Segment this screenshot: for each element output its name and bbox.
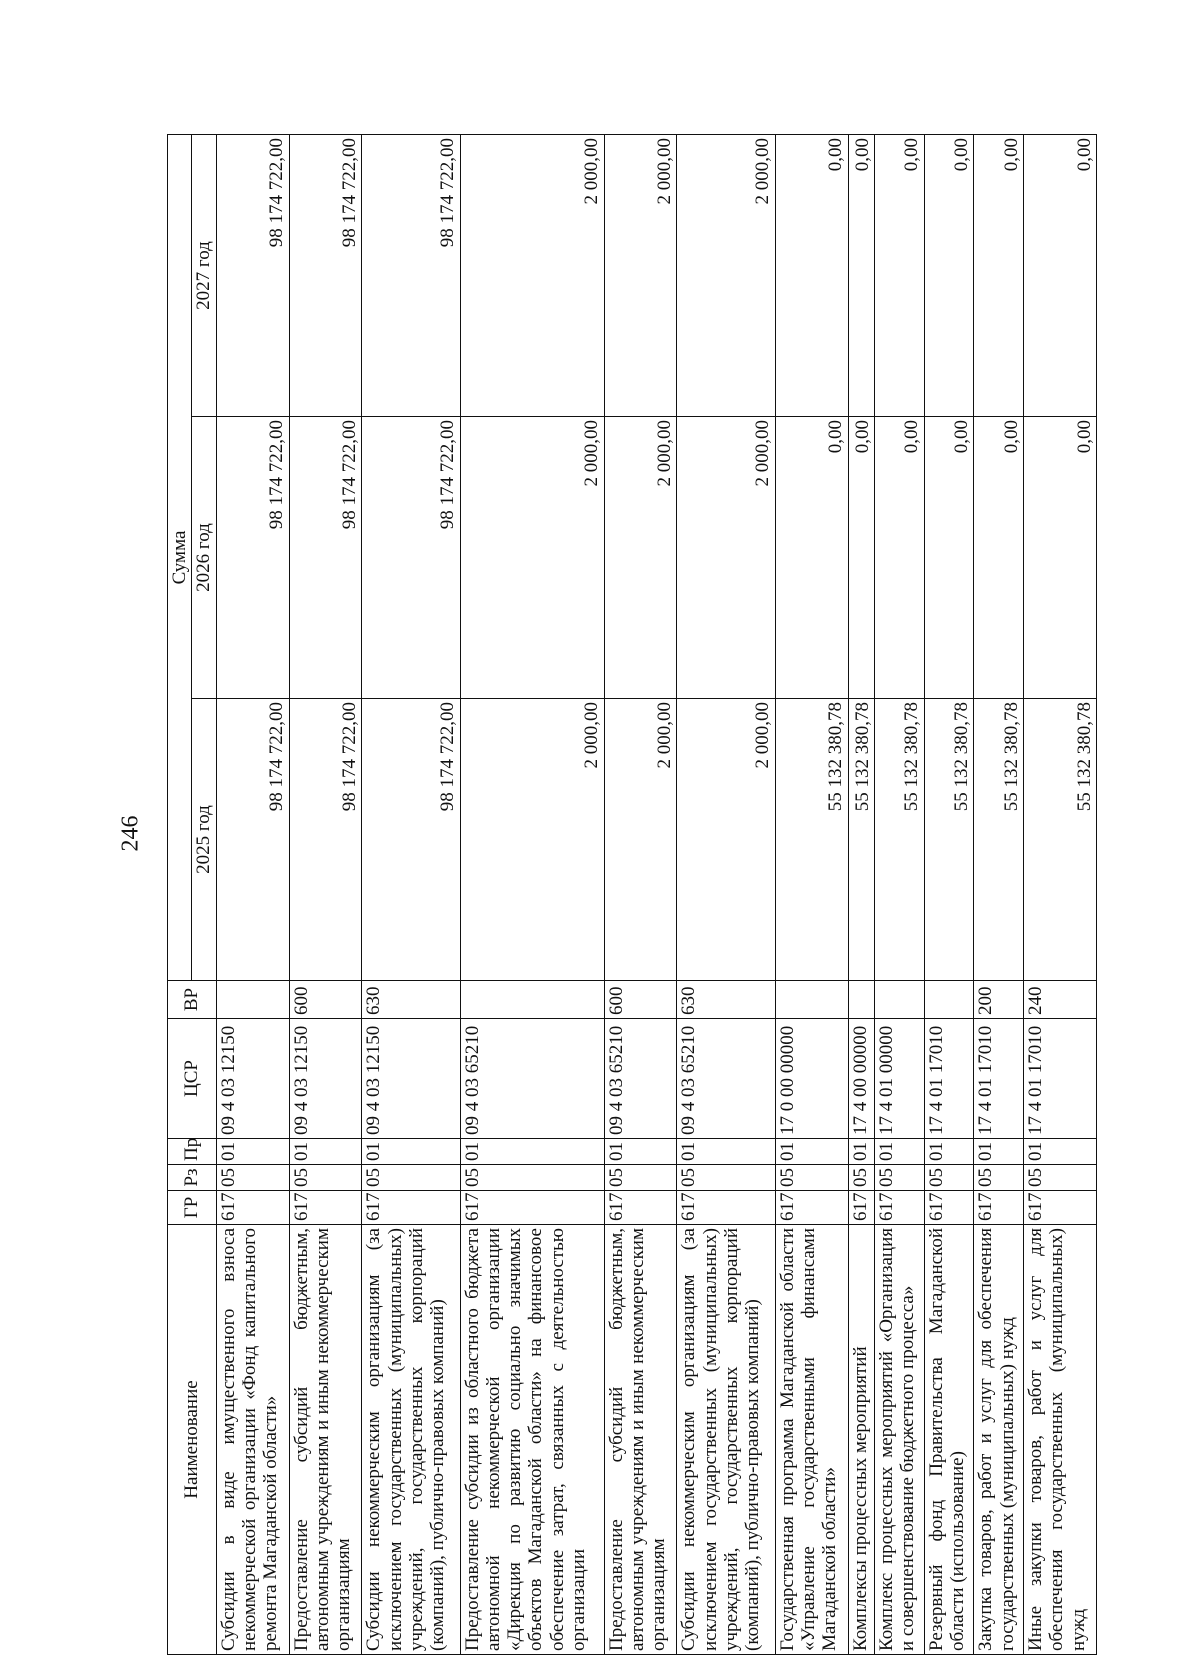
row-vr — [875, 981, 925, 1019]
row-csr: 09 4 03 65210 — [604, 1019, 677, 1139]
row-pr: 01 — [604, 1139, 677, 1165]
row-rz: 05 — [875, 1165, 925, 1191]
table-row — [677, 134, 775, 1654]
row-gr: 617 — [677, 1191, 775, 1225]
table-row — [875, 134, 925, 1654]
row-csr: 09 4 03 12150 — [216, 1019, 289, 1139]
row-2026: 0,00 — [848, 417, 874, 699]
row-name: Государственная программа Магаданской области «Управление государственными финансами Магаданской области» — [775, 1225, 848, 1655]
row-gr: 617 — [775, 1191, 848, 1225]
row-vr: 630 — [362, 981, 460, 1019]
row-name: Предоставление субсидии из областного бюджета автономной некоммерческой организации «Дирекция по развитию социально значимых объектов Магаданской области» на финансовое обеспечение затрат, связанных с деятельностью организации — [460, 1225, 604, 1655]
row-gr: 617 — [289, 1191, 362, 1225]
row-2026: 0,00 — [775, 417, 848, 699]
row-2026: 2 000,00 — [604, 417, 677, 699]
table-row — [216, 134, 289, 1654]
row-pr: 01 — [362, 1139, 460, 1165]
row-pr: 01 — [216, 1139, 289, 1165]
row-csr: 17 0 00 00000 — [775, 1019, 848, 1139]
row-csr: 17 4 01 17010 — [924, 1019, 974, 1139]
row-rz: 05 — [362, 1165, 460, 1191]
page-number: 246 — [117, 815, 144, 852]
row-name: Субсидии некоммерческим организациям (за исключением государственных (муниципальных) учреждений, государственных корпораций (компаний), публично-правовых компаний) — [362, 1225, 460, 1655]
row-vr: 240 — [1024, 981, 1097, 1019]
row-2027: 98 174 722,00 — [289, 134, 362, 416]
row-2025: 55 132 380,78 — [974, 699, 1024, 981]
row-rz: 05 — [974, 1165, 1024, 1191]
header-gr: ГР — [168, 1191, 217, 1225]
row-gr: 617 — [848, 1191, 874, 1225]
table-row — [362, 134, 460, 1654]
row-2026: 0,00 — [924, 417, 974, 699]
row-name: Предоставление субсидий бюджетным, автономным учреждениям и иным некоммерческим организациям — [289, 1225, 362, 1655]
row-pr: 01 — [875, 1139, 925, 1165]
row-name: Субсидии некоммерческим организациям (за исключением государственных (муниципальных) учреждений, государственных корпораций (компаний), публично-правовых компаний) — [677, 1225, 775, 1655]
row-2027: 98 174 722,00 — [216, 134, 289, 416]
row-2025: 55 132 380,78 — [1024, 699, 1097, 981]
row-2026: 2 000,00 — [460, 417, 604, 699]
row-gr: 617 — [1024, 1191, 1097, 1225]
row-2025: 55 132 380,78 — [924, 699, 974, 981]
row-vr: 600 — [604, 981, 677, 1019]
row-2027: 0,00 — [848, 134, 874, 416]
row-vr — [216, 981, 289, 1019]
header-rz: Рз — [168, 1165, 217, 1191]
row-pr: 01 — [775, 1139, 848, 1165]
row-name: Субсидии в виде имущественного взноса некоммерческой организации «Фонд капитального ремонта Магаданской области» — [216, 1225, 289, 1655]
row-2027: 0,00 — [775, 134, 848, 416]
row-vr — [460, 981, 604, 1019]
row-name: Предоставление субсидий бюджетным, автономным учреждениям и иным некоммерческим организациям — [604, 1225, 677, 1655]
row-rz: 05 — [1024, 1165, 1097, 1191]
row-csr: 17 4 01 00000 — [875, 1019, 925, 1139]
row-gr: 617 — [362, 1191, 460, 1225]
table-row — [974, 134, 1024, 1654]
header-2025: 2025 год — [192, 699, 216, 981]
budget-table-container — [167, 135, 1097, 1655]
row-pr: 01 — [460, 1139, 604, 1165]
row-pr: 01 — [974, 1139, 1024, 1165]
row-gr: 617 — [460, 1191, 604, 1225]
row-gr: 617 — [216, 1191, 289, 1225]
row-2027: 0,00 — [974, 134, 1024, 416]
row-2027: 2 000,00 — [677, 134, 775, 416]
row-2025: 55 132 380,78 — [848, 699, 874, 981]
row-rz: 05 — [775, 1165, 848, 1191]
row-2027: 0,00 — [924, 134, 974, 416]
row-2026: 2 000,00 — [677, 417, 775, 699]
row-2027: 98 174 722,00 — [362, 134, 460, 416]
row-2027: 2 000,00 — [604, 134, 677, 416]
row-pr: 01 — [848, 1139, 874, 1165]
row-gr: 617 — [604, 1191, 677, 1225]
row-2025: 2 000,00 — [460, 699, 604, 981]
row-vr — [924, 981, 974, 1019]
row-2025: 2 000,00 — [604, 699, 677, 981]
row-csr: 09 4 03 65210 — [460, 1019, 604, 1139]
row-2025: 98 174 722,00 — [362, 699, 460, 981]
row-2026: 98 174 722,00 — [216, 417, 289, 699]
row-rz: 05 — [677, 1165, 775, 1191]
row-vr — [775, 981, 848, 1019]
table-row — [604, 134, 677, 1654]
row-2025: 2 000,00 — [677, 699, 775, 981]
row-name: Резервный фонд Правительства Магаданской области (использование) — [924, 1225, 974, 1655]
table-row — [924, 134, 974, 1654]
row-gr: 617 — [924, 1191, 974, 1225]
row-rz: 05 — [460, 1165, 604, 1191]
row-2027: 0,00 — [1024, 134, 1097, 416]
header-2027: 2027 год — [192, 134, 216, 416]
row-name: Закупка товаров, работ и услуг для обеспечения государственных (муниципальных) нужд — [974, 1225, 1024, 1655]
table-row — [1024, 134, 1097, 1654]
header-sum: Сумма — [168, 134, 192, 980]
row-vr: 630 — [677, 981, 775, 1019]
row-name: Комплекс процессных мероприятий «Организация и совершенствование бюджетного процесса» — [875, 1225, 925, 1655]
row-pr: 01 — [1024, 1139, 1097, 1165]
row-csr: 09 4 03 65210 — [677, 1019, 775, 1139]
row-csr: 09 4 03 12150 — [289, 1019, 362, 1139]
row-csr: 17 4 01 17010 — [1024, 1019, 1097, 1139]
table-row — [460, 134, 604, 1654]
row-2027: 0,00 — [875, 134, 925, 416]
row-rz: 05 — [604, 1165, 677, 1191]
budget-table — [167, 134, 1097, 1655]
row-2026: 98 174 722,00 — [289, 417, 362, 699]
row-2026: 0,00 — [1024, 417, 1097, 699]
row-vr: 600 — [289, 981, 362, 1019]
row-gr: 617 — [974, 1191, 1024, 1225]
row-name: Иные закупки товаров, работ и услуг для обеспечения государственных (муниципальных) нужд — [1024, 1225, 1097, 1655]
row-vr — [848, 981, 874, 1019]
header-2026: 2026 год — [192, 417, 216, 699]
row-pr: 01 — [924, 1139, 974, 1165]
row-2025: 98 174 722,00 — [216, 699, 289, 981]
table-row — [848, 134, 874, 1654]
row-rz: 05 — [924, 1165, 974, 1191]
header-csr: ЦСР — [168, 1019, 217, 1139]
row-csr: 17 4 01 17010 — [974, 1019, 1024, 1139]
row-2025: 98 174 722,00 — [289, 699, 362, 981]
row-rz: 05 — [216, 1165, 289, 1191]
row-2025: 55 132 380,78 — [875, 699, 925, 981]
table-row — [289, 134, 362, 1654]
row-csr: 09 4 03 12150 — [362, 1019, 460, 1139]
row-2026: 0,00 — [974, 417, 1024, 699]
row-name: Комплексы процессных мероприятий — [848, 1225, 874, 1655]
row-2026: 0,00 — [875, 417, 925, 699]
row-2026: 98 174 722,00 — [362, 417, 460, 699]
table-row — [775, 134, 848, 1654]
row-rz: 05 — [289, 1165, 362, 1191]
header-name: Наименование — [168, 1225, 217, 1655]
row-csr: 17 4 00 00000 — [848, 1019, 874, 1139]
row-2025: 55 132 380,78 — [775, 699, 848, 981]
row-pr: 01 — [289, 1139, 362, 1165]
row-vr: 200 — [974, 981, 1024, 1019]
header-vr: ВР — [168, 981, 217, 1019]
row-gr: 617 — [875, 1191, 925, 1225]
header-pr: Пр — [168, 1139, 217, 1165]
row-pr: 01 — [677, 1139, 775, 1165]
row-rz: 05 — [848, 1165, 874, 1191]
row-2027: 2 000,00 — [460, 134, 604, 416]
